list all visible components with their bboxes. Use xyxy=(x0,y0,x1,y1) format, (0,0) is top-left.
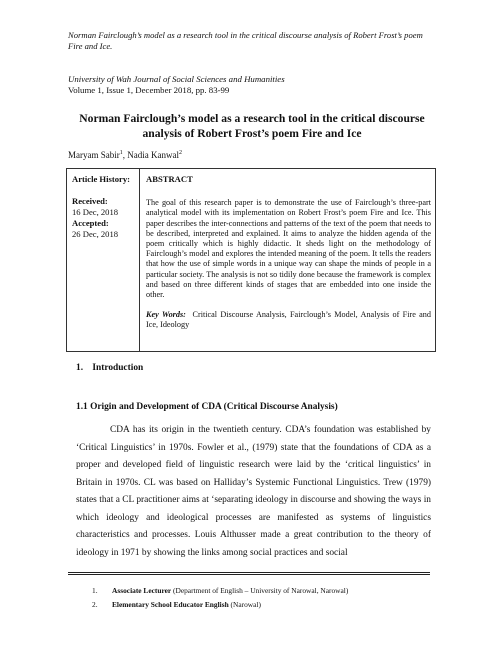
body-paragraph: CDA has its origin in the twentieth century. CDA’s foundation was established by ‘Critical Linguistics’ in 1970s. Fowler et al., (1979) state that the foundations of CDA as a proper and developed field of linguistic research were laid by the ‘critical linguistics’ in Britain in 1970s. CL was based on Halliday’s Systemic Functional Linguistics. Trew (1979) states that a CL practitioner aims at ‘separating ideology in discourse and showing the ways in which ideology and ideological processes are manifested as systems of linguistics characteristics and processes. Louis Althusser made a great contribution to the theory of ideology in 1971 by showing the links among social practices and social xyxy=(76,425,431,558)
author-2-affiliation-mark: 2 xyxy=(178,150,182,156)
journal-volume: Volume 1, Issue 1, December 2018, pp. 83-99 xyxy=(68,85,230,95)
abstract-text: The goal of this research paper is to demonstrate the use of Fairclough’s three-part analytical model with its implementation on Robert Frost’s poem Fire and Ice. This paper describes the inter-connections and patterns of the text of the poem that needs to be described, interpreted and explained. It aims to analyze the hidden agenda of the poem critically which is highly didactic. It sheds light on the methodology of Fairclough’s model and explores the intended meaning of the poem. It tells the readers that how the use of simple words in a unique way can shape the minds of people in a particular society. The analysis is not so tidily done because the framework is complex and based on three different kinds of stages that are embedded into one inside the other. xyxy=(146,198,431,300)
article-history xyxy=(72,174,138,240)
footnote-role: Associate Lecturer xyxy=(112,586,172,595)
footnote-affiliation: (Narowal) xyxy=(228,600,261,609)
keywords-text: Critical Discourse Analysis, Fairclough’s Model, Analysis of Fire and Ice, Ideology xyxy=(146,310,431,330)
received-label: Received: xyxy=(72,196,108,206)
journal-name: University of Wah Journal of Social Sciences and Humanities xyxy=(68,74,285,84)
abstract-column xyxy=(146,174,431,331)
section-heading-introduction xyxy=(76,363,143,373)
article-history-label: Article History: xyxy=(72,174,130,184)
abstract-box xyxy=(66,168,436,352)
footnote-affiliation: (Department of English – University of Narowal, Narowal) xyxy=(171,586,349,595)
received-date: 16 Dec, 2018 xyxy=(72,207,119,217)
author-1: Maryam Sabir xyxy=(68,150,120,160)
accepted-date: 26 Dec, 2018 xyxy=(72,229,119,239)
footnote-1 xyxy=(92,586,348,596)
keywords xyxy=(146,310,431,330)
footnote-separator xyxy=(68,572,430,575)
footnote-role: Elementary School Educator English xyxy=(112,600,229,609)
author-list xyxy=(68,148,182,161)
running-head: Norman Fairclough’s model as a research tool in the critical discourse analysis of Robert Frost’s poem Fire and Ice. xyxy=(68,30,423,51)
author-1-affiliation-mark: 1 xyxy=(119,150,123,156)
footnote-number: 2. xyxy=(92,600,98,609)
author-2: Nadia Kanwal xyxy=(127,150,179,160)
section-number: 1. xyxy=(76,363,84,373)
footnote-number: 1. xyxy=(92,586,98,595)
paper-title: Norman Fairclough’s model as a research tool in the critical discourse analysis of Robert Frost’s poem Fire and Ice xyxy=(79,112,425,140)
accepted-label: Accepted: xyxy=(72,218,109,228)
author-separator: , xyxy=(122,150,128,160)
subsection-heading: 1.1 Origin and Development of CDA (Critical Discourse Analysis) xyxy=(76,402,338,412)
abstract-box-divider xyxy=(139,169,140,351)
footnote-2 xyxy=(92,600,261,610)
abstract-heading: ABSTRACT xyxy=(146,174,193,184)
keywords-label: Key Words: xyxy=(146,310,186,320)
section-title: Introduction xyxy=(92,363,144,373)
